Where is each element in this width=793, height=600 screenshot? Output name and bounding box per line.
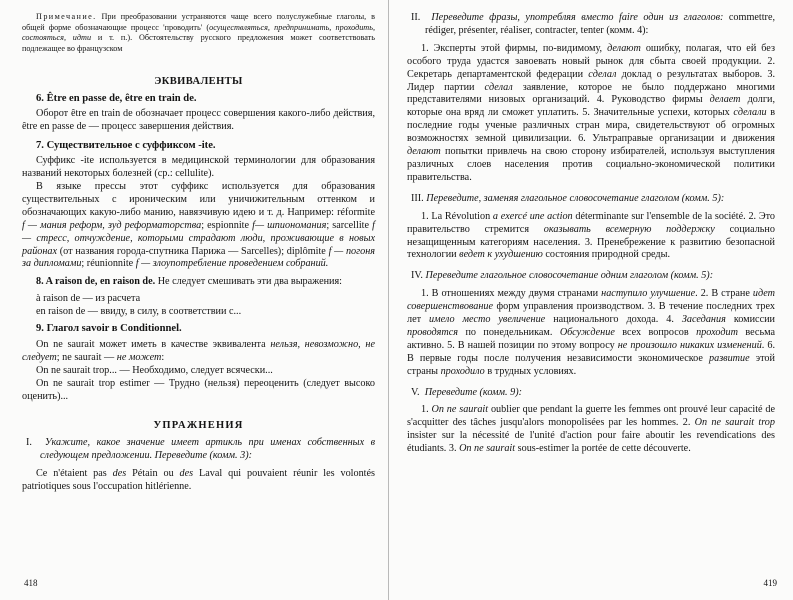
note-label: Примечание. — [36, 12, 97, 21]
section-9-line-2: On ne saurait trop estimer — Трудно (нельзя) переоценить (следует высоко оценить)... — [22, 377, 375, 402]
exercise-3-text: 1. La Révolution a exercé une action déterminante sur l'ensemble de la société. 2. Это правительство стремится оказывать всемерную поддержку социально незащищенным категориям населения. 3. Пренебрежение к развитию безопасной технологии ведет к ухудшению состояния природной среды. — [407, 210, 775, 261]
section-8-title: 8. A raison de, en raison de. Не следует смешивать эти два выражения: — [36, 276, 343, 288]
exercise-5-text: 1. On ne saurait oublier que pendant la guerre les femmes ont prouvé leur capacité de s'acquitter des tâches jusqu'alors monopolisées par les hommes. 2. On ne saurait trop insister sur la nécessité de l'unité d'action pour faire aboutir les revendications des étudiants. 3. On ne saurait sous-estimer la portée de cette découverte. — [407, 404, 776, 455]
exercise-2-text: 1. Эксперты этой фирмы, по-видимому, делают ошибку, полагая, что ей без особого труда удастся завоевать новый рынок для сбыта своей продукции. 2. Секретарь департаментской федерации сделал доклад о результатах выборов. 3. Лидер партии сделал заявление, которое не было поддержано многими представителями низовых организаций. 4. Руководство фирмы делает долги, которые она вряд ли сможет уплатить. 5. Значительные успехи, которых сделали в последние годы ученые различных стран мира, свидетельствуют об огромных возможностях земной цивилизации. 6. Ультраправые организации и движения делают попытки привлечь на свою сторону избирателей, используя выступления различных слоев населения против социально-экономической политики правительства. — [407, 42, 775, 183]
left-page — [0, 0, 385, 600]
section-7-para-2: В языке прессы этот суффикс используется для образования существительных с ироническим или уничижительным оттенком и обозначающих какую-либо манию, навязчивую идею и т. д. Например: réformite f — мания реформ, зуд реформаторства; espionnite f— шпиономания; sarcellite f — стресс, отчуждение, которыми страдают люди, проживающие в новых районах (от названия города-спутника Парижа — Sarcelles); diplômite f — погоня за дипломами; réunionnite f — злоупотребление проведением собраний. — [22, 181, 375, 270]
exercise-2-task: II. Переведите фразы, употребляя вместо faire один из глаголов: commettre, rédiger, présenter, réaliser, contracter, tenter (комм. 4): — [411, 12, 776, 36]
section-6-title: 6. Être en passe de, être en train de. — [36, 93, 197, 105]
heading-exercises: УПРАЖНЕНИЯ — [153, 419, 244, 431]
section-7-para-1: Суффикс -ite используется в медицинской терминологии для образования названий некоторых болезней (ср.: cellulite). — [22, 155, 375, 180]
section-9-title: 9. Глагол savoir в Conditionnel. — [36, 323, 182, 335]
section-6-text: Оборот être en train de обозначает процесс совершения какого-либо действия, être en passe de — процесс завершения действия. — [22, 108, 375, 133]
exercise-5-task: V. Переведите (комм. 9): — [411, 386, 522, 398]
section-8-line-1: à raison de — из расчета — [36, 293, 141, 305]
page-number-left: 418 — [24, 578, 38, 588]
exercise-4-task: IV. Переведите глагольное словосочетание одним глаголом (комм. 5): — [411, 270, 714, 282]
section-7-title: 7. Существительное с суффиксом -ite. — [36, 140, 216, 152]
exercise-1-task: I. Укажите, какое значение имеет артикль при именах собственных в следующем предложении. Переведите (комм. 3): — [26, 436, 376, 461]
note-paragraph: Примечание. При преобразовании устраняются чаще всего полуслужебные глаголы, в общей форме обозначающие процесс 'проводить' (осуществляться, предпринимать, проходить, состояться, идти и т. п.). Обстоятельству русского предложения может соответствовать подлежащее во французском — [22, 12, 375, 53]
section-9-para: On ne saurait может иметь в качестве эквивалента нельзя, невозможно, не следует; ne saurait — не может: — [22, 339, 375, 364]
exercise-3-task: III. Переведите, заменяя глагольное словосочетание глаголом (комм. 5): — [411, 192, 725, 204]
right-page — [397, 0, 793, 600]
heading-equivalents: ЭКВИВАЛЕНТЫ — [154, 76, 243, 88]
section-8-line-2: en raison de — ввиду, в силу, в соответствии с... — [36, 306, 242, 318]
page-number-right: 419 — [763, 578, 777, 588]
section-9-line-1: On ne saurait trop... — Необходимо, следует всячески... — [36, 365, 273, 377]
page-gutter — [388, 0, 389, 600]
exercise-4-text: 1. В отношениях между двумя странами наступило улучшение. 2. В стране идет совершенствование форм управления производством. 3. В течение последних трех лет имело место увеличение национального дохода. 4. Заседания комиссии проводятся по понедельникам. Обсуждение всех вопросов проходит весьма активно. 5. В нашей позиции по этому вопросу не произошло никаких изменений. 6. В первые годы после получения независимости экономическое развитие этой страны проходило в трудных условиях. — [407, 288, 775, 377]
exercise-1-sentence: Ce n'étaient pas des Pétain ou des Laval qui pouvaient réunir les volontés patriotiques sous l'occupation hitlérienne. — [22, 467, 375, 492]
